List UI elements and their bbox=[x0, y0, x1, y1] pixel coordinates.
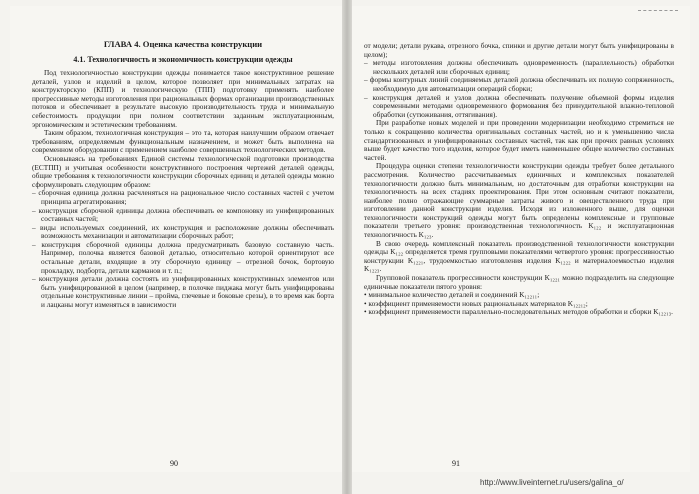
paragraph: Процедура оценки степени технологичности конструкции одежды требует более детального рассмотрения. Количество рассчитываемых единичных и комплексных показателей технологичности должно быть минимальным, но достаточным для отработки конструкции на технологичность на всех стадиях проектирования. При этом основным считают показатели, наиболее полно отражающие суммарные затраты живого и овеществленного труда при изготовлении данной конструкции изделия. Исходя из изложенного выше, для оценки технологичности конструкций одежды могут быть определены комплексные и групповые показатели третьего уровня: производственная технологичность K₁₂₂ и эксплуатационная технологичность K₁₂₃. bbox=[364, 161, 674, 240]
source-url[interactable]: http://www.liveinternet.ru/users/galina_o/ bbox=[480, 478, 624, 487]
page-number: 91 bbox=[452, 459, 460, 468]
section-title: 4.1. Технологичность и экономичность конструкции одежды bbox=[73, 54, 293, 64]
paragraph: Таким образом, технологичная конструкция – это та, которая наилучшим образом отвечает требованиям, определяемым функциональным назначением, и может быть выполнена на современном оборудовании с применением наиболее совершенных технологических методов. bbox=[32, 128, 334, 155]
list-item: • коэффициент применяемости параллельно-последовательных методов обработки и сборки K₁₂₂₁₃. bbox=[364, 307, 674, 317]
scan-mark bbox=[638, 10, 678, 13]
paragraph: Под технологичностью конструкции одежды понимается такое конструктивное решение деталей, узлов и изделий в целом, которое позволяет при минимальных затратах на конструкторскую (КПП) и технологическую (ТПП) подготовку применять наиболее прогрессивные методы изготовления при рациональных формах организации производственных потоков и обеспечивает в результате высокую производительность труда и минимальную себестоимость продукции при полном соответствии заданным эксплуатационным, эргономическим и эстетическим требованиям. bbox=[32, 68, 334, 129]
paragraph: В свою очередь комплексный показатель производственной технологичности конструкции одежды K₁₂₂ определяется тремя групповыми показателями четвертого уровня: прогрессивностью конструкции K₁₂₂₁, трудоемкостью изготовления изделия K₁₂₂₂ и материалоемкостью изделия K₁₂₂₃. bbox=[364, 238, 674, 274]
right-page-text bbox=[364, 42, 674, 317]
list-item: – виды используемых соединений, их конструкция и расположение должны обеспечивать возможность механизации и автоматизации сборочных работ; bbox=[32, 222, 334, 241]
paragraph: Основываясь на требованиях Единой системы технологической подготовки производства (ЕСТПП) и учитывая особенности конструктивного построения чертежей деталей одежды, общие требования к технологичности конструкции сборочных единиц и деталей одежды можно сформулировать следующим образом: bbox=[32, 153, 334, 189]
paragraph: от модели; детали рукава, отрезного бочка, спинки и другие детали могут быть унифицированы в целом); bbox=[364, 41, 674, 59]
left-page-text bbox=[32, 40, 334, 310]
chapter-title: ГЛАВА 4. Оценка качества конструкции bbox=[103, 39, 263, 49]
book-gutter bbox=[342, 0, 352, 494]
page-number: 90 bbox=[170, 459, 178, 468]
list-item: – конструкция сборочной единицы должна предусматривать базовую составную часть. Например, полочка является базовой деталью, относительно которой ориентируют все остальные детали, входящие в эту сборочную единицу – отрезной бочок, бортовую прокладку, подборта, детали карманов и т. п.; bbox=[32, 239, 334, 275]
list-item: – конструкция сборочной единицы должна обеспечивать ее компоновку из унифицированных составных частей; bbox=[32, 205, 334, 224]
paragraph: При разработке новых моделей и при проведении модернизации необходимо стремиться не только к сокращению количества оригинальных составных частей, но и к уменьшению числа стандартизованных и унифицированных составных частей, так как при прочих равных условиях выше будет качество того изделия, которое будет иметь наименьшее общее количество составных частей. bbox=[364, 118, 674, 162]
right-page bbox=[352, 6, 690, 472]
list-item: – конструкция детали должна состоять из унифицированных конструктивных элементов или быть унифицированной в целом (например, в полочке пиджака могут быть унифицированы отдельные конструктивные линии – пройма, глечевые и боковые срезы), в то время как борта и лацканы могут изменяться в зависимости bbox=[32, 274, 334, 310]
left-page bbox=[10, 6, 342, 472]
list-item: – сборочная единица должна расчленяться на рациональное число составных частей с учетом принципа агрегатирования; bbox=[32, 188, 334, 206]
list-item: – методы изготовления должны обеспечивать одновременность (параллельность) обработки нескольких деталей или сборочных единиц; bbox=[364, 58, 674, 76]
list-item: • коэффициент применяемости новых рациональных материалов K₁₂₂₁₂; bbox=[364, 298, 588, 308]
list-item: • минимальное количество деталей и соединений K₁₂₂₁₁; bbox=[364, 290, 540, 300]
list-item: – конструкция деталей и узлов должна обеспечивать получение объемной формы изделия современными методами одновременного формования без принудительной влажно-тепловой обработки (сутюживания, оттягивания). bbox=[364, 92, 674, 119]
paragraph: Групповой показатель прогрессивности конструкции K₁₂₂₁ можно подразделить на следующие единичные показатели пятого уровня: bbox=[364, 273, 674, 291]
list-item: – формы контурных линий соединяемых деталей должна обеспечивать их полную сопряженность, необходимую для автоматизации операций сборки; bbox=[364, 75, 675, 93]
